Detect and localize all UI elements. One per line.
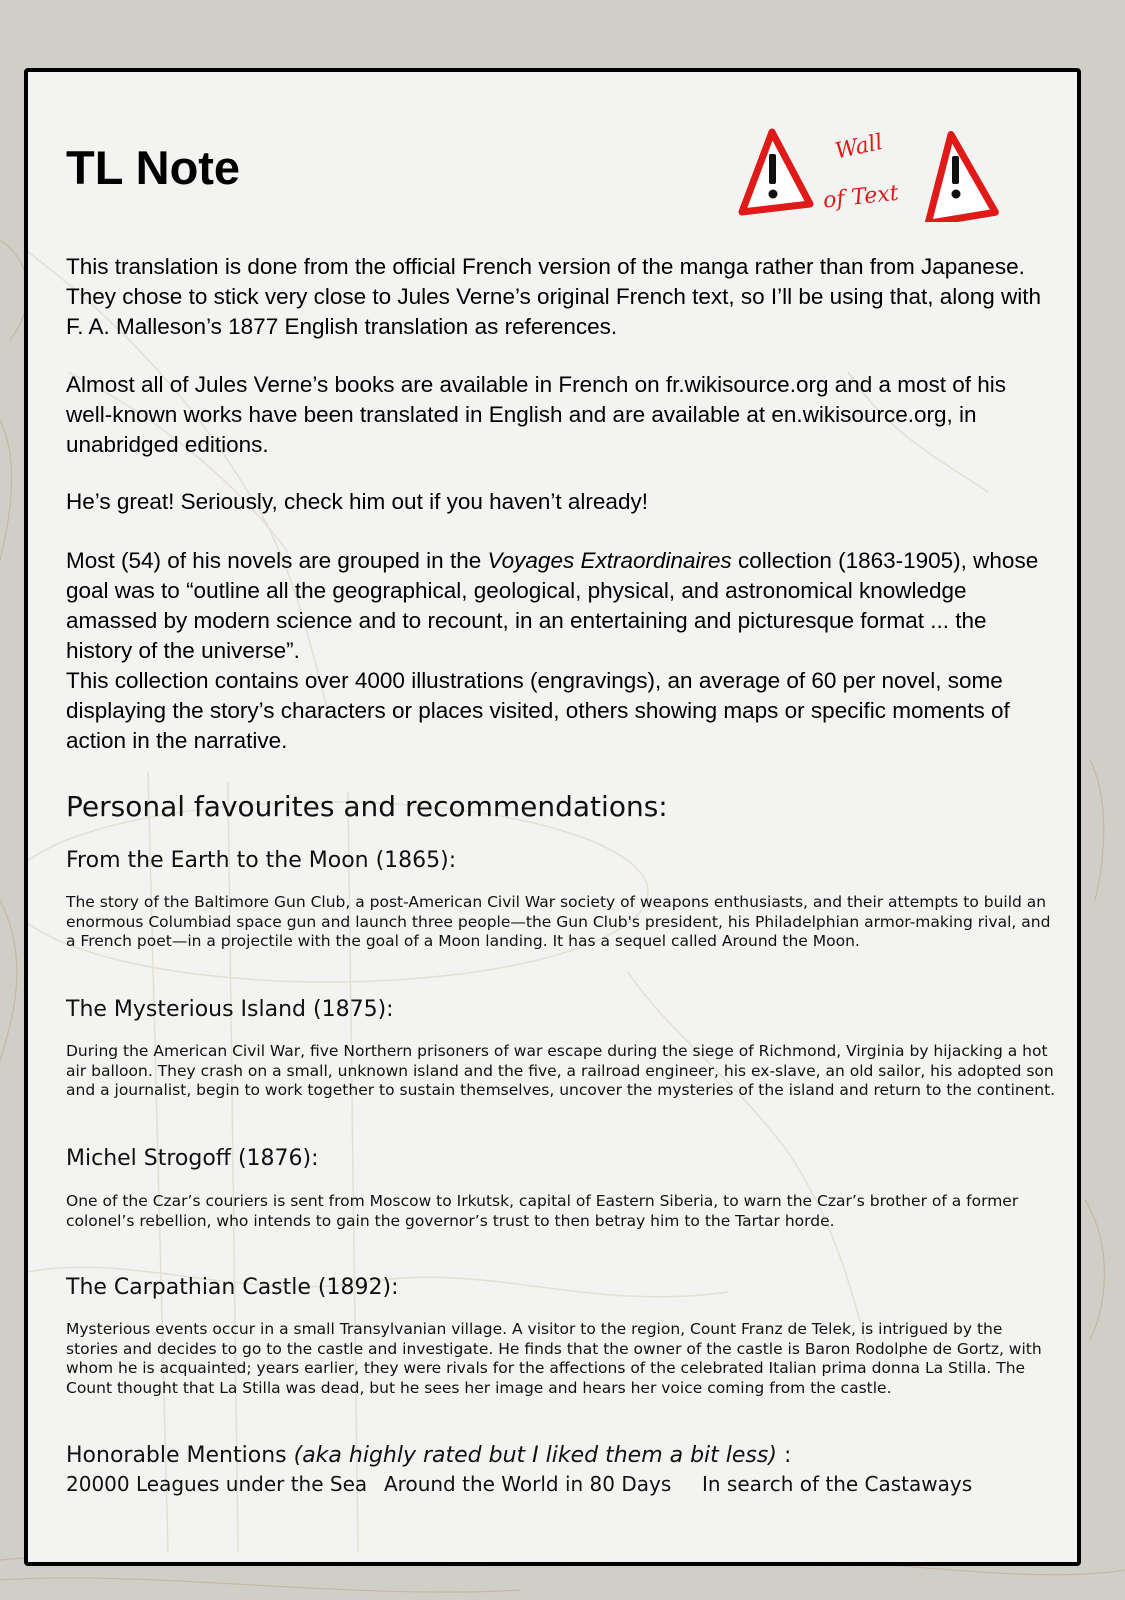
recommendation-paragraph: He’s great! Seriously, check him out if you haven’t already! <box>66 489 648 514</box>
warning-triangle-icon <box>919 131 996 222</box>
intro-paragraph: This translation is done from the official French version of the manga rather than from Japanese. They chose to stick very close to Jules Verne’s original French text, so I’ll be using that, along with F. A. Malleson’s 1877 English translation as references. <box>66 254 1042 339</box>
book-title: Michel Strogoff (1876): <box>66 1146 319 1171</box>
mention-item: Around the World in 80 Days <box>384 1472 672 1496</box>
tl-note-panel <box>24 68 1081 1566</box>
voyages-text-before: Most (54) of his novels are grouped in the <box>66 548 488 573</box>
book-summary: One of the Czar’s couriers is sent from Moscow to Irkutsk, capital of Eastern Siberia, to warn the Czar’s brother of a former colonel’s rebellion, who intends to gain the governor’s trust to then betray him to the Tartar horde. <box>66 1192 1019 1230</box>
page-title: TL Note <box>66 141 241 194</box>
voyages-text-after: collection (1863-1905), whose goal was to “outline all the geographical, geological, physical, and astronomical knowledge amassed by modern science and to recount, in an entertaining and picturesque format ... the history of the universe”. <box>66 548 1039 663</box>
wikisource-paragraph: Almost all of Jules Verne’s books are available in French on fr.wikisource.org and a most of his well-known works have been translated in English and are available at en.wikisource.org, in unabridged editions. <box>66 372 1007 457</box>
warning-text-line1: Wall <box>832 129 885 165</box>
book-title: From the Earth to the Moon (1865): <box>66 848 457 873</box>
book-title: The Mysterious Island (1875): <box>66 997 394 1022</box>
warning-triangle-icon <box>742 132 810 212</box>
mention-item: 20000 Leagues under the Sea <box>66 1472 368 1496</box>
mention-item: In search of the Castaways <box>702 1472 973 1496</box>
warning-text-line2: of Text <box>821 180 900 214</box>
book-title: The Carpathian Castle (1892): <box>66 1275 399 1300</box>
illustrations-text: This collection contains over 4000 illustrations (engravings), an average of 60 per novel, some displaying the story’s characters or places visited, others showing maps or specific moments of action in the narrative. <box>66 668 1010 753</box>
favourites-heading: Personal favourites and recommendations: <box>66 790 668 823</box>
book-summary: The story of the Baltimore Gun Club, a post-American Civil War society of weapons enthusiasts, and their attempts to build an enormous Columbiad space gun and launch three people—the Gun Club's president, his Philadelphian armor-making rival, and a French poet—in a projectile with the goal of a Moon landing. It has a sequel called Around the Moon. <box>66 893 1051 950</box>
honorable-mentions-heading <box>66 1443 791 1468</box>
voyages-paragraph <box>66 546 1056 756</box>
honorable-label: Honorable Mentions <box>66 1443 294 1468</box>
wall-of-text-warning <box>728 112 1008 222</box>
book-summary: During the American Civil War, five Northern prisoners of war escape during the siege of Richmond, Virginia by hijacking a hot air balloon. They crash on a small, unknown island and the five, a railroad engineer, his ex-slave, an old sailor, his adopted son and a journalist, begin to work together to sustain themselves, uncover the mysteries of the island and return to the continent. <box>66 1042 1056 1099</box>
honorable-suffix: : <box>776 1443 792 1468</box>
book-summary: Mysterious events occur in a small Transylvanian village. A visitor to the region, Count Franz de Telek, is intrigued by the stories and decides to go to the castle and investigate. He finds that the owner of the castle is Baron Rodolphe de Gortz, with whom he is acquainted; years earlier, they were rivals for the affections of the celebrated Italian prima donna La Stilla. The Count thought that La Stilla was dead, but he sees her image and hears her voice coming from the castle. <box>66 1320 1042 1397</box>
honorable-aside: (aka highly rated but I liked them a bit less) <box>293 1443 777 1468</box>
voyages-title: Voyages Extraordinaires <box>487 548 732 573</box>
